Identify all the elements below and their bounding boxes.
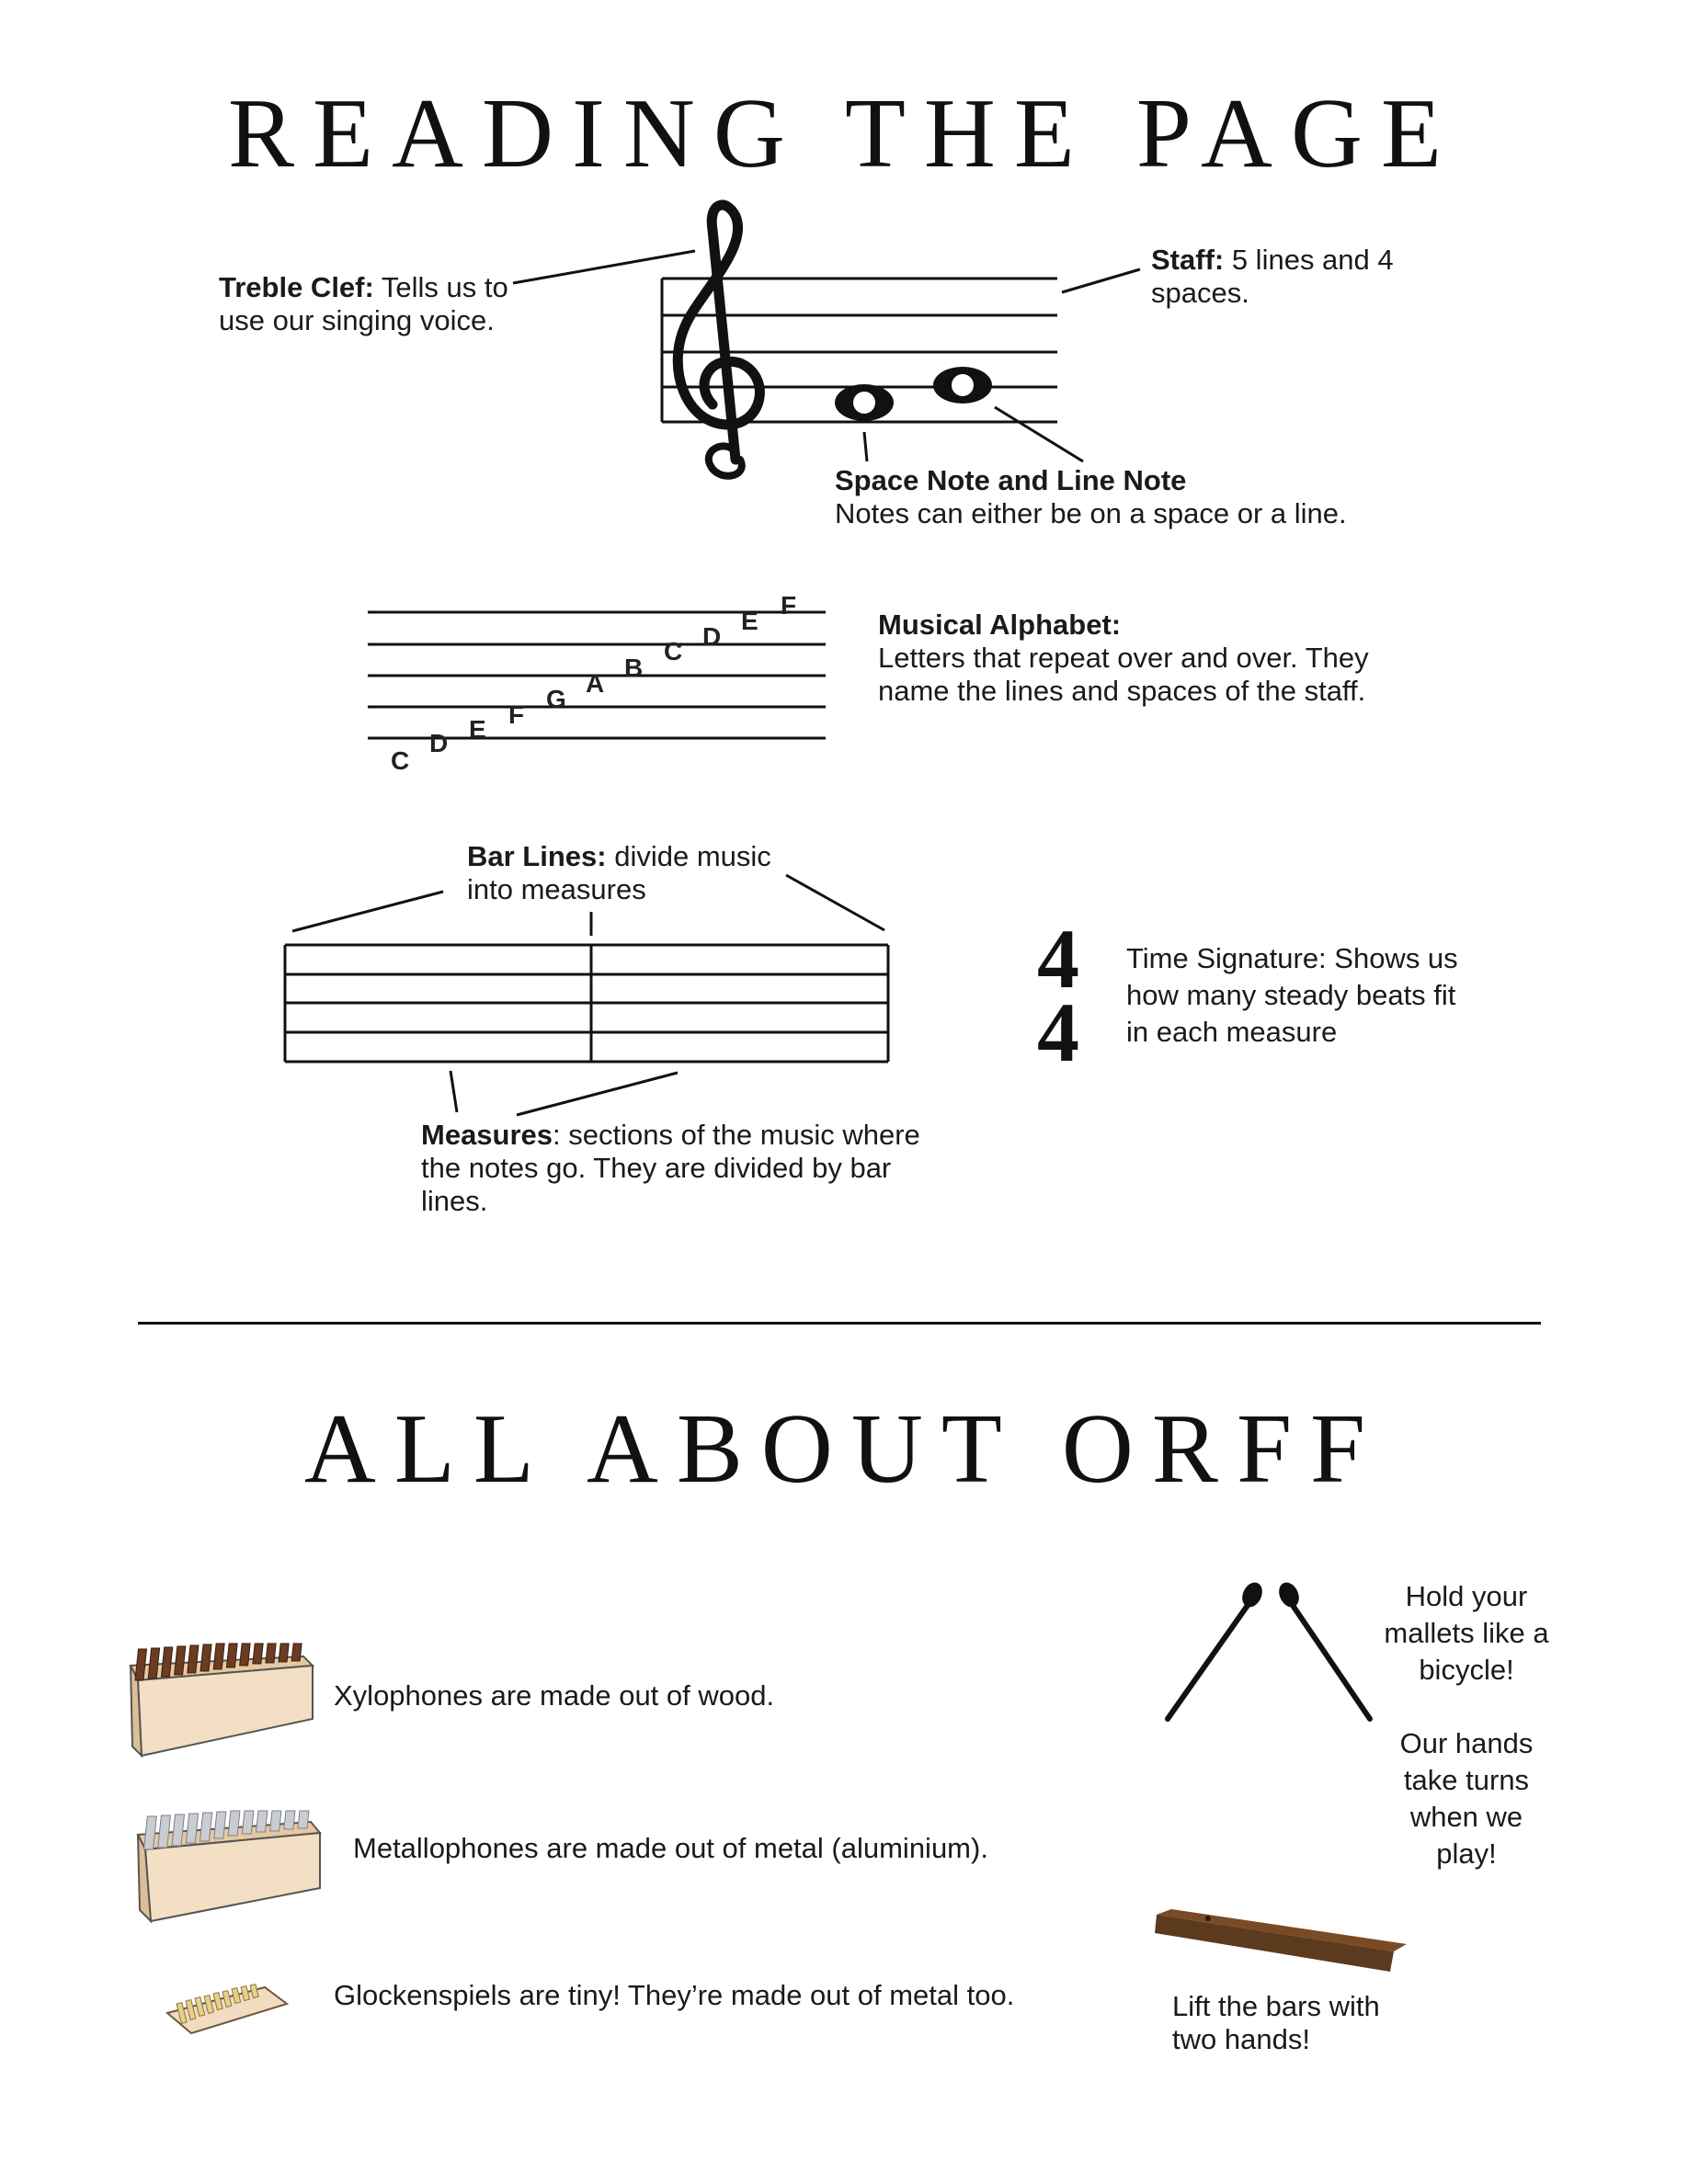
alphabet-letter: E	[741, 607, 758, 635]
mallets-caption: Hold your mallets like a bicycle!	[1384, 1580, 1549, 1686]
alphabet-letter: D	[429, 729, 449, 757]
xylophone-caption: Xylophones are made out of wood.	[334, 1679, 775, 1712]
notes-term: Space Note and Line Note	[835, 464, 1187, 496]
section-divider	[138, 1322, 1541, 1325]
page-title-reading: READING THE PAGE	[227, 79, 1461, 188]
alphabet-letter: G	[546, 685, 566, 713]
mallets-icon	[1149, 1576, 1388, 1742]
glockenspiel-caption: Glockenspiels are tiny! They’re made out of metal too.	[334, 1979, 1015, 2011]
measures-text: : sections of the music where the notes go. They are divided by bar lines.	[421, 1119, 920, 1217]
alphabet-letter: B	[624, 654, 644, 682]
metallophone-caption: Metallophones are made out of metal (aluminium).	[353, 1832, 988, 1864]
orff-bar-icon	[1149, 1907, 1416, 1981]
measures-term: Measures	[421, 1119, 553, 1151]
glockenspiel-icon	[164, 1976, 292, 2041]
treble-clef-term: Treble Clef:	[219, 271, 374, 303]
time-signature-top: 4	[1037, 912, 1079, 1006]
time-signature-bottom: 4	[1037, 985, 1079, 1079]
bars-caption: Lift the bars with two hands!	[1172, 1990, 1380, 2055]
bar-lines-term: Bar Lines:	[467, 840, 607, 872]
page-title-orff: ALL ABOUT ORFF	[303, 1394, 1385, 1504]
alphabet-letter: C	[391, 746, 410, 775]
musical-alphabet-term: Musical Alphabet:	[878, 609, 1122, 641]
metallophone-icon	[129, 1802, 331, 1921]
notes-text: Notes can either be on a space or a line.	[835, 497, 1347, 529]
alphabet-letter: E	[469, 715, 486, 744]
alphabet-letter: F	[508, 700, 525, 729]
measures-caption	[421, 1119, 936, 1218]
alphabet-letter: C	[664, 637, 683, 665]
xylophone-icon	[120, 1636, 322, 1756]
alphabet-letter: F	[781, 591, 797, 620]
musical-alphabet-text: Letters that repeat over and over. They name the lines and spaces of the staff.	[878, 642, 1369, 707]
time-signature-caption: Time Signature: Shows us how many steady beats fit in each measure	[1126, 942, 1458, 1048]
staff-term: Staff:	[1151, 244, 1225, 276]
alphabet-letter: D	[702, 622, 722, 651]
staff-text: 5 lines and 4 spaces.	[1151, 244, 1394, 309]
bar-lines-text: divide music into measures	[467, 840, 771, 905]
hands-caption: Our hands take turns when we play!	[1399, 1727, 1534, 1870]
treble-clef-text: Tells us to use our singing voice.	[219, 271, 508, 336]
alphabet-letter: A	[586, 669, 605, 698]
